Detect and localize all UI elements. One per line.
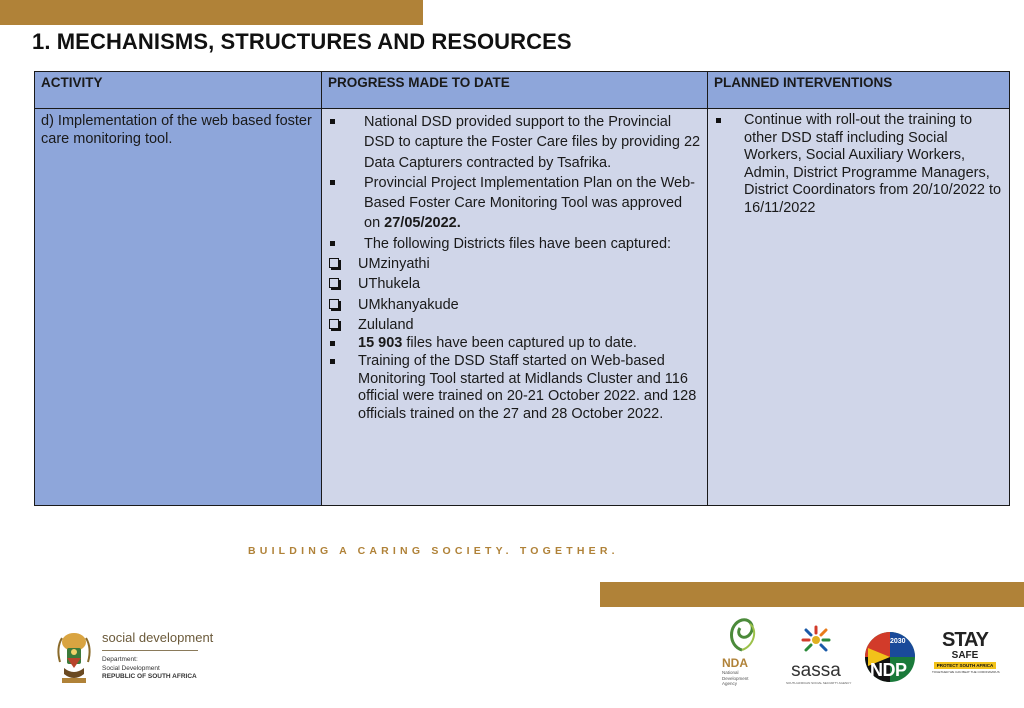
approval-date: 27/05/2022. <box>384 215 461 232</box>
top-accent-bar <box>0 0 423 25</box>
column-header-progress: PROGRESS MADE TO DATE <box>322 72 708 109</box>
dsd-logo-divider <box>102 650 198 651</box>
nda-swirl-icon <box>722 616 762 652</box>
square-bullet-icon <box>330 180 335 185</box>
list-item: The following Districts files have been captured: <box>328 234 701 254</box>
district-item: Zululand <box>328 315 701 335</box>
planned-cell <box>708 109 1010 506</box>
coat-of-arms-icon <box>54 628 94 688</box>
list-item: 15 903 files have been captured up to date. <box>328 335 701 353</box>
list-item: Provincial Project Implementation Plan on the Web-Based Foster Care Monitoring Tool was approved on 27/05/2022. <box>328 173 701 234</box>
files-count: 15 903 <box>358 335 403 352</box>
tagline: BUILDING A CARING SOCIETY. TOGETHER. <box>248 545 619 557</box>
square-bullet-icon <box>330 359 335 364</box>
sassa-sunburst-icon <box>799 624 833 656</box>
column-header-planned: PLANNED INTERVENTIONS <box>708 72 1010 109</box>
column-header-activity: ACTIVITY <box>35 72 322 109</box>
checkbox-bullet-icon <box>329 299 339 309</box>
page-title: 1. MECHANISMS, STRUCTURES AND RESOURCES <box>32 29 572 54</box>
checkbox-bullet-icon <box>329 319 339 329</box>
dsd-logo <box>54 626 214 692</box>
activity-cell: d) Implementation of the web based foster care monitoring tool. <box>35 109 322 506</box>
square-bullet-icon <box>330 341 335 346</box>
district-item: UThukela <box>328 274 701 294</box>
dsd-logo-subtitle: Department: Social Development REPUBLIC OF SOUTH AFRICA <box>102 656 197 680</box>
square-bullet-icon <box>330 119 335 124</box>
square-bullet-icon <box>330 241 335 246</box>
progress-table <box>34 71 1010 506</box>
sassa-logo: sassa SOUTH AFRICAN SOCIAL SECURITY AGENCY <box>786 624 846 688</box>
list-item: Training of the DSD Staff started on Web-based Monitoring Tool started at Midlands Cluster and 116 official were trained on 20-21 October 2022. and 128 officials trained on the 27 and 28 October 2022. <box>328 353 701 424</box>
nda-logo: NDA National Development Agency <box>722 616 762 692</box>
progress-bullets-continued <box>328 335 701 424</box>
table-row <box>35 109 1010 506</box>
nda-subtitle: National Development Agency <box>722 670 749 686</box>
list-item: National DSD provided support to the Provincial DSD to capture the Foster Care files by providing 22 Data Capturers contracted by Tsafrika. <box>328 112 701 173</box>
list-item: Continue with roll-out the training to other DSD staff including Social Workers, Social Auxiliary Workers, Admin, District Programme Managers, District Coordinators from 20/10/2022 to 16/11/2022 <box>714 112 1003 218</box>
bottom-accent-bar <box>600 582 1024 607</box>
progress-bullets <box>328 112 701 254</box>
square-bullet-icon <box>716 118 721 123</box>
stay-safe-logo: STAY SAFE PROTECT SOUTH AFRICA TOGETHER WE CAN BEAT THE CORONAVIRUS <box>932 629 1000 674</box>
table-header-row <box>35 72 1010 109</box>
district-list <box>328 254 701 335</box>
checkbox-bullet-icon <box>329 278 339 288</box>
progress-cell <box>322 109 708 506</box>
ndp-logo: 2030 NDP <box>864 628 916 686</box>
dsd-logo-name: social development <box>102 630 214 645</box>
district-item: UMkhanyakude <box>328 295 701 315</box>
planned-bullets <box>714 112 1003 218</box>
district-item: UMzinyathi <box>328 254 701 274</box>
checkbox-bullet-icon <box>329 258 339 268</box>
